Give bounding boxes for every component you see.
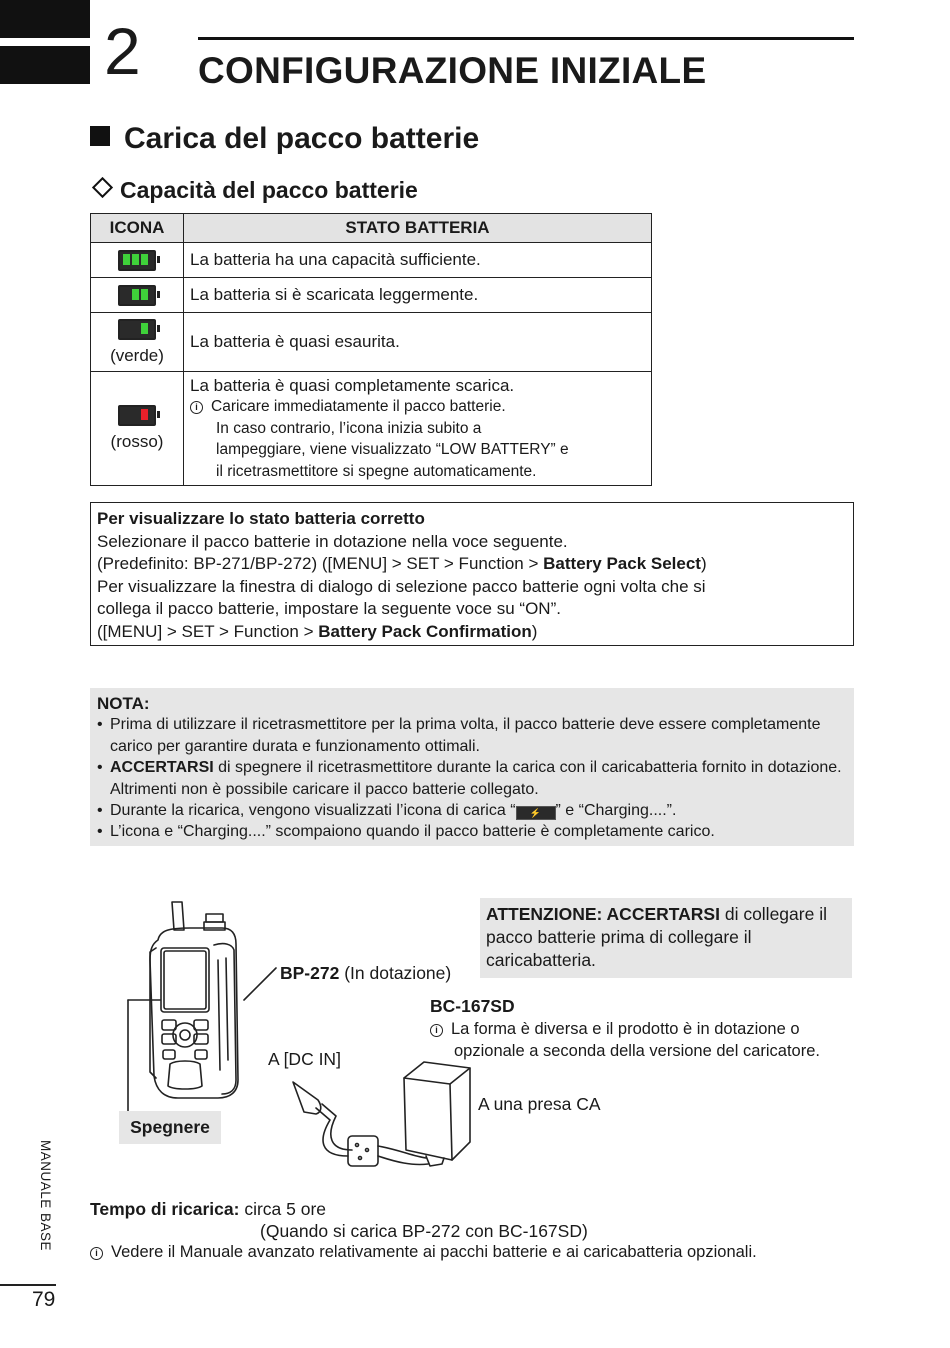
status-note: i Caricare immediatamente il pacco batterie. [190, 396, 645, 418]
info-line: Per visualizzare la finestra di dialogo di selezione pacco batterie ogni volta che si [97, 576, 706, 596]
side-label: MANUALE BASE [38, 1140, 53, 1252]
info-icon: i [430, 1024, 443, 1037]
status-note-line: il ricetrasmettitore si spegne automaticamente. [216, 462, 537, 480]
charge-time [90, 1199, 326, 1220]
status-note-line: In caso contrario, l’icona inizia subito a [216, 419, 482, 437]
warning-bold: ATTENZIONE: ACCERTARSI [486, 904, 720, 924]
charge-time-value: circa 5 ore [239, 1199, 327, 1219]
charge-time-label: Tempo di ricarica: [90, 1199, 240, 1219]
list-item: • Durante la ricarica, vengono visualizzati l’icona di carica “ ⚡ ” e “Charging....”. [97, 800, 847, 821]
list-item: • ACCERTARSI di spegnere il ricetrasmettitore durante la carica con il caricabatteria fornito in dotazione. Altrimenti non è possibile caricare il pacco batterie collegato. [97, 757, 847, 800]
info-line: ([MENU] > SET > Function > Battery Pack Confirmation) [97, 621, 538, 641]
charge-time-condition: (Quando si carica BP-272 con BC-167SD) [260, 1221, 588, 1241]
page-number-rule [0, 1284, 56, 1286]
dc-in-label: A [DC IN] [268, 1049, 341, 1069]
header-icon: ICONA [91, 214, 184, 243]
transceiver-illustration [150, 902, 238, 1098]
status-text: La batteria ha una capacità sufficiente. [184, 243, 652, 278]
chapter-number: 2 [104, 14, 141, 88]
footer-note: i Vedere il Manuale avanzato relativamente ai pacchi batterie e ai caricabatteria opzionali. [90, 1243, 757, 1262]
status-text: La batteria è quasi completamente scarica. [190, 375, 515, 395]
ac-adapter-illustration [404, 1062, 470, 1166]
info-line: Selezionare il pacco batterie in dotazione nella voce seguente. [97, 531, 568, 551]
info-line: (Predefinito: BP-271/BP-272) ([MENU] > SET > Function > Battery Pack Select) [97, 554, 707, 574]
menu-item-battery-pack-select: Battery Pack Select [543, 554, 701, 574]
nota-title: NOTA: [97, 694, 150, 713]
chapter-title: CONFIGURAZIONE INIZIALE [198, 50, 707, 91]
power-off-label: Spegnere [119, 1111, 221, 1144]
page-number: 79 [32, 1288, 56, 1311]
charging-icon: ⚡ [516, 806, 556, 820]
info-icon: i [90, 1247, 103, 1260]
list-item: • L’icona e “Charging....” scompaiono quando il pacco batterie è completamente carico. [97, 821, 847, 842]
info-line: collega il pacco batterie, impostare la seguente voce su “ON”. [97, 599, 561, 619]
list-item: • Prima di utilizzare il ricetrasmettitore per la prima volta, il pacco batterie deve essere completamente carico per garantire durata e funzionamento ottimali. [97, 714, 847, 757]
battery-pack-label: BP-272 (In dotazione) [280, 963, 452, 983]
info-box-title: Per visualizzare lo stato batteria corretto [97, 509, 425, 528]
icon-label: (rosso) [110, 432, 164, 451]
charger-model-label: BC-167SD [430, 996, 515, 1016]
status-note-line: lampeggiare, viene visualizzato “LOW BATTERY” e [216, 441, 569, 459]
status-text: La batteria si è scaricata leggermente. [184, 278, 652, 313]
menu-item-battery-pack-confirmation: Battery Pack Confirmation [318, 621, 532, 641]
header-status: STATO BATTERIA [184, 214, 652, 243]
subsection-title: Capacità del pacco batterie [120, 177, 418, 203]
status-text: La batteria è quasi esaurita. [184, 313, 652, 372]
warning-text: di collegare il pacco batterie prima di collegare il caricabatteria. [486, 904, 827, 970]
info-icon: i [190, 401, 203, 414]
ac-outlet-label: A una presa CA [478, 1094, 601, 1114]
charger-note: i La forma è diversa e il prodotto è in dotazione o opzionale a seconda della versione del caricatore. [430, 1018, 850, 1062]
section-title: Carica del pacco batterie [124, 122, 480, 155]
icon-label: (verde) [110, 345, 164, 365]
